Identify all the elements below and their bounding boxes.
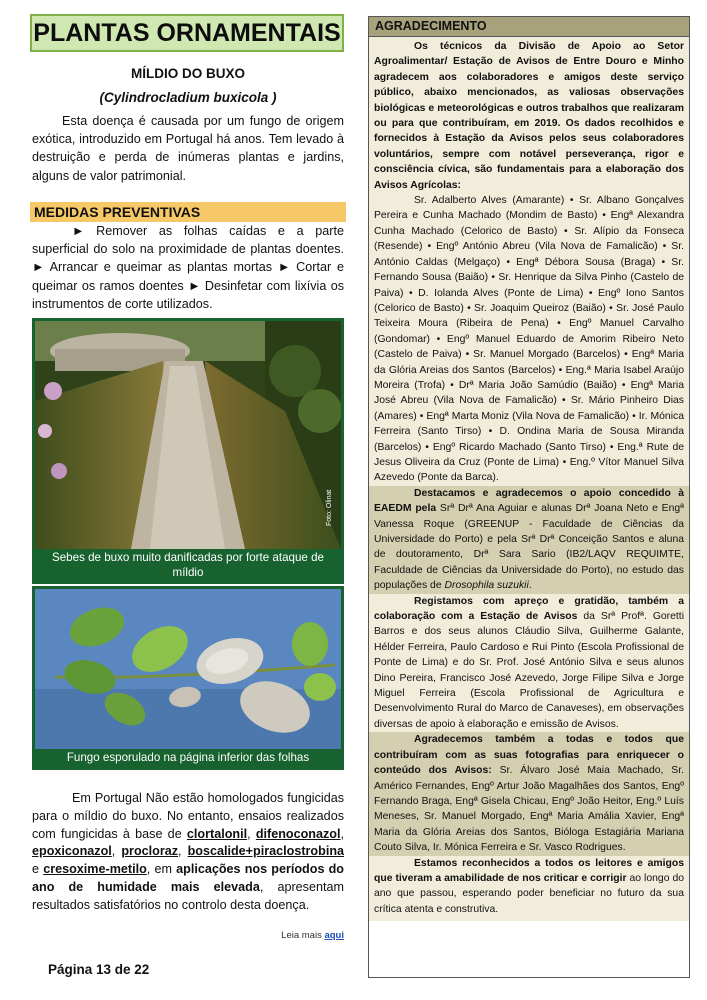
read-more-label: Leia mais [281, 930, 325, 941]
article-intro: Esta doença é causada por um fungo de origem exótica, introduzido em Portugal há anos. Tem levado à destruição e perda de inúmeras plantas e jardins, alguns de valor patrimonial. [32, 114, 344, 183]
article-subtitle: (Cylindrocladium buxicola ) [99, 90, 277, 105]
fungicides-text-end: , apresentam resultados satisfatórios no controlo desta doença. [32, 879, 344, 912]
sep-4: , [178, 844, 188, 859]
fungicide-clortalonil: clortalonil [186, 826, 248, 841]
left-column [30, 14, 346, 994]
sep-6: , em [146, 862, 177, 877]
ack-schools [369, 594, 689, 733]
ack-universities-end: . [528, 580, 532, 592]
read-more-link[interactable]: aqui [324, 930, 344, 941]
photo-hedges-frame [32, 318, 344, 584]
article-title: MÍLDIO DO BUXO [131, 66, 245, 81]
fungicides-bold-text: aplicações nos períodos do ano de humidade mais elevada [32, 862, 344, 894]
fungicide-cresoxime-metilo: cresoxime-metilo [43, 862, 147, 877]
ack-universities-bold: Destacamos e agradecemos o apoio concedido à EAEDM pela [374, 487, 684, 515]
ack-photographers-text: Sr. Álvaro José Maia Machado, Sr. Américo Fernandes, Engº Artur João Magalhães dos Santos, Engº Fernando Braga, Engª Gisela Chicau, Engº João Heitor, Eng.º Luís Meneses, Sr. Manuel Morgado, Engª Maria Amália Xavier, Engª Maria da Glória Areias dos Santos, Bióloga Estagiária Mariana Couto Silva, Ir. Mónica Ferreira e Sr. Vasco Rodrigues. [374, 765, 684, 854]
sep-2: , [340, 826, 344, 841]
fungicide-difenoconazol: difenoconazol [255, 826, 341, 841]
ack-universities [369, 486, 689, 594]
photo-credit: Foto: Olinat [326, 489, 333, 526]
page-number: Página 13 de 22 [48, 962, 150, 977]
read-more [246, 930, 344, 941]
ack-readers [369, 856, 689, 922]
fungicide-boscalide-piraclostrobina: boscalide+piraclostrobina [187, 844, 345, 859]
sep-5: e [32, 862, 44, 877]
ack-schools-bold: Registamos com apreço e gratidão, também a colaboração com a Estação de Avisos [374, 595, 684, 623]
fungicide-procloraz: procloraz [121, 844, 179, 859]
sep-3: , [111, 844, 122, 859]
sep-1: , [247, 826, 256, 841]
fungicides-paragraph [32, 790, 344, 915]
photo-leaves-frame [32, 586, 344, 770]
preventive-measures-heading: MEDIDAS PREVENTIVAS [30, 202, 346, 222]
photo-leaves-caption: Fungo esporulado na página inferior das folhas [66, 751, 310, 764]
ack-names: Sr. Adalberto Alves (Amarante) • Sr. Albano Gonçalves Pereira e Cunha Machado (Mondim de Basto) • Engª Alexandra Cunha Machado (Celorico de Basto) • Sr. Alípio da Fonseca (Resende) • Engº António Abreu (Vila Nova de Famalicão) • Sr. António Caldas (Melgaço) • Engª Débora Sousa (Braga) • Sr. Fernando Sousa (Baião) • Sr. Henrique da Silva Pinho (Castelo de Paiva) • D. Iolanda Alves (Ponte de Lima) • Engº Iono Santos (Celorico de Basto) • Sr. Joaquim Queiroz (Baião) • Sr. José Paulo Teixeira Moura (Ribeira de Pena) • Engº Manuel Carvalho (Gondomar) • Engº Manuel Eduardo de Amorim Ribeiro Neto (Castelo de Paiva) • Sr. Manuel Morgado (Barcelos) • Engª Maria da Glória Areias dos Santos (Barcelos) • Eng.ª Maria Isabel Araújo Moreira (Trofa) • Drª Maria João Samúdio (Baião) • Engª Maria José Abreu (Vila Nova de Famalicão) • Sr. Mário Pinheiro Dias (Amares) • Engª Marta Moniz (Vila Nova de Famalicão) • Ir. Mónica Ferreira (Santo Tirso) • D. Ondina Maria de Sousa Miranda (Barcelos) • Engº Ricardo Machado (Santo Tirso) • Eng.ª Rute de Jesus Oliveira da Cruz (Ponte de Lima) • Eng.º Vítor Manuel Silva Azevedo (Ponte da Barca). [369, 193, 689, 486]
ack-species: Drosophila suzukii [444, 580, 529, 592]
ack-readers-bold: Estamos reconhecidos a todos os leitores e amigos que tiveram a amabilidade de nos criticar e corrigir [374, 857, 684, 884]
acknowledgement-heading: AGRADECIMENTO [369, 17, 689, 37]
ack-photographers-bold: Agradecemos também a todas e todos que contribuíram com as suas fotografias para enriquecer o conteúdo dos Avisos: [374, 734, 684, 777]
preventive-measures-text: ► Remover as folhas caídas e a parte superficial do solo na proximidade de plantas doentes. ► Arrancar e queimar as plantas mortas ► Cortar e queimar os ramos doentes ► Desinfetar com lixívia os instrumentos de corte utilizados. [32, 224, 344, 311]
photo-hedges-caption: Sebes de buxo muito danificadas por forte ataque de míldio [52, 551, 324, 579]
page-title: PLANTAS ORNAMENTAIS [30, 14, 344, 52]
ack-readers-text: ao longo do ano que passou, esperando poder beneficiar no futuro da sua crítica atenta e construtiva. [374, 872, 685, 915]
fungicide-epoxiconazol: epoxiconazol [32, 844, 112, 859]
fungus-leaves-photo [35, 589, 341, 749]
ack-universities-text: Srª Drª Ana Aguiar e alunas Drª Joana Neto e Engª Vanessa Roque (GREENUP - Faculdade de Ciências da Universidade do Porto) e pela Srª Drª Conceição Santos e aluna de doutoramento, Drª Sara Sario (IB2/LAQV REQUIMTE, Faculdade de Ciências da Universidade do Porto), no estudo das populações de [374, 503, 684, 592]
ack-intro [369, 37, 689, 193]
ack-intro-text: Os técnicos da Divisão de Apoio ao Setor Agroalimentar/ Estação de Avisos de Entre Douro e Minho agradecem aos colaboradores e amigos deste serviço público, abaixo mencionados, as valiosas observações biológicas e meteorológicas e outros trabalhos que realizaram ou para que contribuíram, em 2019. Os dados recolhidos e fornecidos à Estação da Avisos pelos seus colaboradores voluntários, sempre com notável perseverança, rigor e consciência cívica, são fundamentais para a elaboração dos Avisos Agrícolas: [374, 41, 684, 191]
ack-photographers [369, 732, 689, 855]
fungicides-text-1: Em Portugal Não estão homologados fungicidas para o míldio do buxo. No entanto, ensaios realizados com fungicidas à base de [32, 791, 344, 841]
acknowledgement-box [368, 16, 690, 978]
hedge-garden-photo [35, 321, 341, 549]
ack-schools-text: da Srª Profª. Goretti Barros e dos seus alunos Cláudio Silva, Guilherme Galante, Hélder Ferreira, Paulo Cardoso e Rui Pinto (Escola Profissional de Ponte de Lima) e do Sr. Prof. José António Silva e seus alunos Dino Pereira, Francisco José Azevedo, Jorge Filipe Silva e Jorge Miguel Ferreira (Escola Profissional de Agricultura e Desenvolvimento Rural do Marco de Canaveses), em observações diversas de apoio à elaboração e emissão de Avisos. [374, 611, 685, 730]
